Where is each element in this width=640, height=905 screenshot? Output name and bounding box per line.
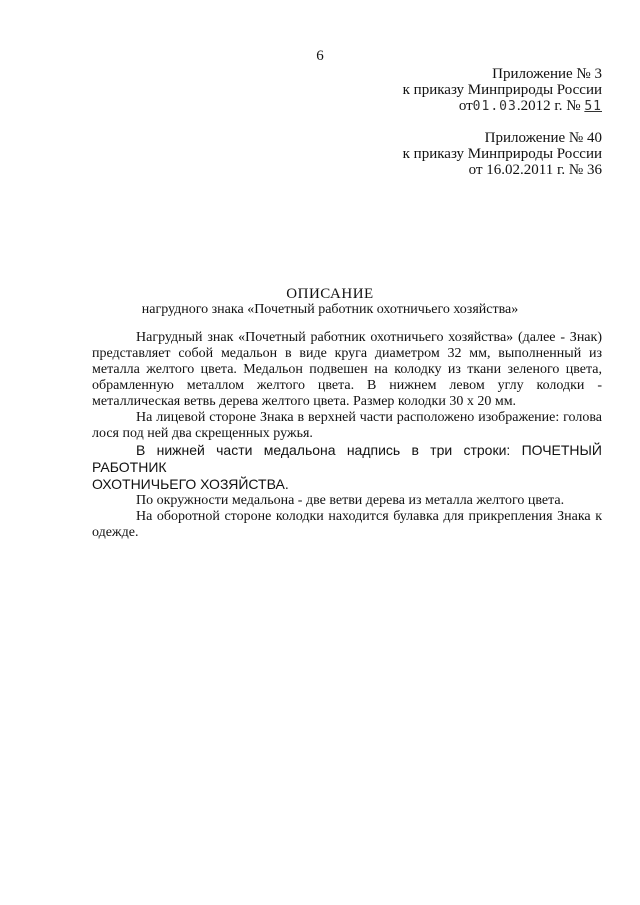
paragraph-2-line: лося под ней два скрещенных ружья. xyxy=(92,426,313,441)
document-title: ОПИСАНИЕ xyxy=(286,286,374,302)
paragraph-5-line: На оборотной стороне колодки находится булавка для прикрепления Знака к xyxy=(136,509,602,524)
annex-40-date-line: от 16.02.2011 г. № 36 xyxy=(468,162,602,178)
paragraph-3 xyxy=(92,442,602,493)
paragraph-1-line: обрамленную металлом желтого цвета. В нижнем левом углу колодки - xyxy=(92,378,602,393)
paragraph-1-line: металла желтого цвета. Медальон подвешен на колодку из ткани зеленого цвета, xyxy=(92,362,602,377)
paragraph-3-line: ОХОТНИЧЬЕГО ХОЗЯЙСТВА. xyxy=(92,476,289,492)
annex-3-order: к приказу Минприроды России xyxy=(402,82,602,98)
paragraph-2-line: На лицевой стороне Знака в верхней части расположено изображение: голова xyxy=(136,410,602,425)
paragraph-1-line: металлическая ветвь дерева желтого цвета. Размер колодки 30 х 20 мм. xyxy=(92,394,517,409)
page-number: 6 xyxy=(316,48,324,64)
paragraph-5-line: одежде. xyxy=(92,525,139,540)
paragraph-5 xyxy=(92,509,602,541)
annex-3-date-prefix: от xyxy=(458,98,473,114)
annex-40-order: к приказу Минприроды России xyxy=(402,146,602,162)
annex-40-header xyxy=(403,130,602,178)
paragraph-3-line: В нижней части медальона надпись в три строки: ПОЧЕТНЫЙ РАБОТНИК xyxy=(92,442,602,475)
annex-3-handwritten-number: 51 xyxy=(584,99,602,114)
annex-3-title: Приложение № 3 xyxy=(492,66,602,82)
annex-3-handwritten-date: 01.03 xyxy=(472,99,517,114)
paragraph-4: По окружности медальона - две ветви дерева из металла желтого цвета. xyxy=(136,493,565,508)
document-subtitle: нагрудного знака «Почетный работник охотничьего хозяйства» xyxy=(141,302,519,317)
annex-3-date-year: .2012 г. № xyxy=(516,98,581,114)
paragraph-1-line: Нагрудный знак «Почетный работник охотничьего хозяйства» (далее - Знак) xyxy=(136,330,602,345)
annex-3-header xyxy=(403,66,602,115)
paragraph-2 xyxy=(92,410,602,442)
paragraph-1-line: представляет собой медальон в виде круга диаметром 32 мм, выполненный из xyxy=(92,346,602,361)
annex-40-title: Приложение № 40 xyxy=(484,130,602,146)
annex-3-date-line xyxy=(403,98,602,115)
document-body xyxy=(92,330,602,541)
paragraph-1 xyxy=(92,330,602,410)
